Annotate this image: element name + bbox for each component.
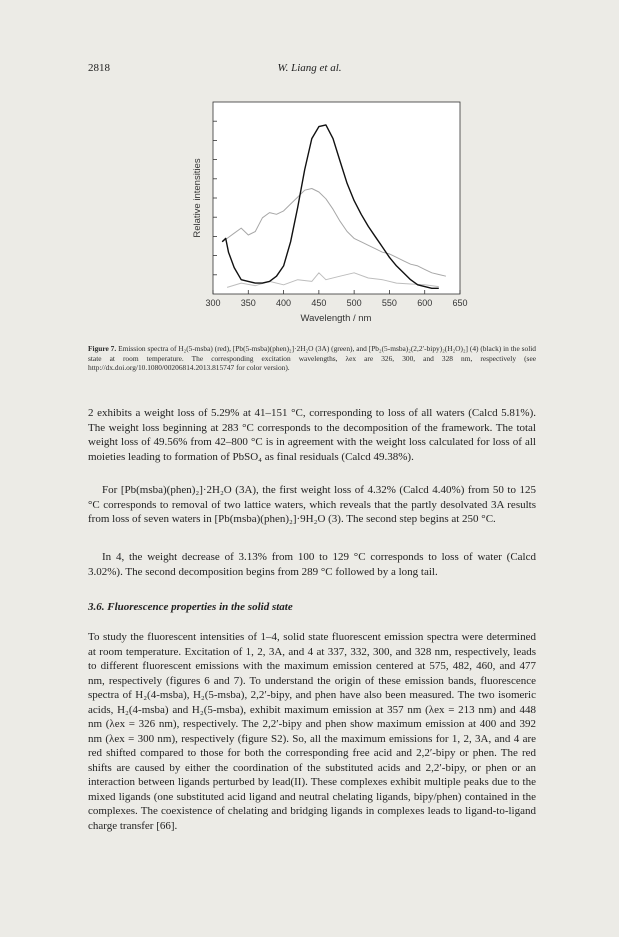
paragraph-thermal-4: In 4, the weight decrease of 3.13% from 100 to 129 °C corresponds to loss of water (Calcd 3.02%). The second decomposition begins from 289 °C followed by a long tail.	[88, 551, 536, 578]
paragraph-fluorescence: To study the fluorescent intensities of 1–4, solid state fluorescent emission spectra were determined at room temperature. Excitation of 1, 2, 3A, and 4 at 337, 332, 300, and 328 nm, respectively, leads to different fluorescent emissions with the maximum emission centered at 575, 482, 460, and 477 nm, respectively (figures 6 and 7). To understand the origin of these emission bands, fluorescence spectra of H₂(4-msba), H₂(5-msba), 2,2′-bipy, and phen have also been measured. The two isomeric acids, H₂(4-msba) and H₂(5-msba), exhibit maximum emission at 357 nm (λex = 213 nm) and 448 nm (λex = 326 nm), respectively. The 2,2′-bipy and phen show maximum emission at 400 and 392 nm (λex = 300 nm), respectively (figure S2). So, all the maximum emissions for 1, 2, 3A, and 4 are red shifted compared to those for both the corresponding free acid and 2,2′-bipy or phen. The red shifts are caused by either the coordination of the substituted acids and 2,2′-bipy, or phen or an interaction between ligands perturbed by lead(II). These complexes exhibit multiple peaks due to the mixed ligands (one substituted acid ligand and neutral chelating ligands, bipy/phen) contained in the complexes. The coexistence of chelating and bridging ligands in complexes leads to ligand-to-ligand charge transfer [66].	[88, 631, 536, 832]
running-header	[88, 62, 531, 78]
running-author: W. Liang et al.	[277, 62, 342, 74]
paragraph-thermal-2: 2 exhibits a weight loss of 5.29% at 41–151 °C, corresponding to loss of all waters (Calcd 5.81%). The weight loss beginning at 283 °C corresponds to the decomposition of the framework. The total weight loss of 49.56% from 42–800 °C is in agreement with the weight loss calculated for loss of all moieties leading to formation of PbSO₄ as final residuals (Calcd 49.38%).	[88, 407, 536, 463]
x-tick-label: 650	[452, 298, 468, 308]
page-number: 2818	[88, 62, 110, 74]
x-tick-label: 500	[346, 298, 362, 308]
x-tick-label: 450	[311, 298, 327, 308]
plot-frame	[213, 102, 460, 294]
figure-caption	[88, 344, 536, 373]
x-axis-label: Wavelength / nm	[300, 313, 372, 324]
emission-spectra-figure	[190, 94, 480, 334]
section-heading: 3.6. Fluorescence properties in the solid state	[88, 601, 293, 613]
caption-text: Emission spectra of H₂(5-msba) (red), [Pb(5-msba)(phen)₂]·2H₂O (3A) (green), and [Pb₂(5-msba)₂(2,2′-bipy)₂(H₂O)₂] (4) (black) in the solid state at room temperature. The corresponding excitation wavelengths, λex are 326, 300, and 328 nm, respectively (see http://dx.doi.org/10.1080/00206814.2013.815747 for color version).	[88, 344, 536, 373]
x-tick-label: 400	[276, 298, 292, 308]
x-tick-label: 550	[381, 298, 397, 308]
x-tick-label: 600	[417, 298, 433, 308]
emission-spectra-chart	[190, 94, 480, 334]
x-tick-label: 300	[205, 298, 221, 308]
x-tick-label: 350	[240, 298, 256, 308]
paragraph-thermal-3a: For [Pb(msba)(phen)₂]·2H₂O (3A), the first weight loss of 4.32% (Calcd 4.40%) from 50 to 125 °C corresponds to removal of two lattice waters, which reveals that the partly desolvated 3A results from loss of seven waters in [Pb(msba)(phen)₂]·9H₂O (3). The second step begins at 250 °C.	[88, 484, 536, 525]
caption-label: Figure 7.	[88, 344, 117, 353]
y-axis-label: Relative intensities	[192, 158, 203, 238]
